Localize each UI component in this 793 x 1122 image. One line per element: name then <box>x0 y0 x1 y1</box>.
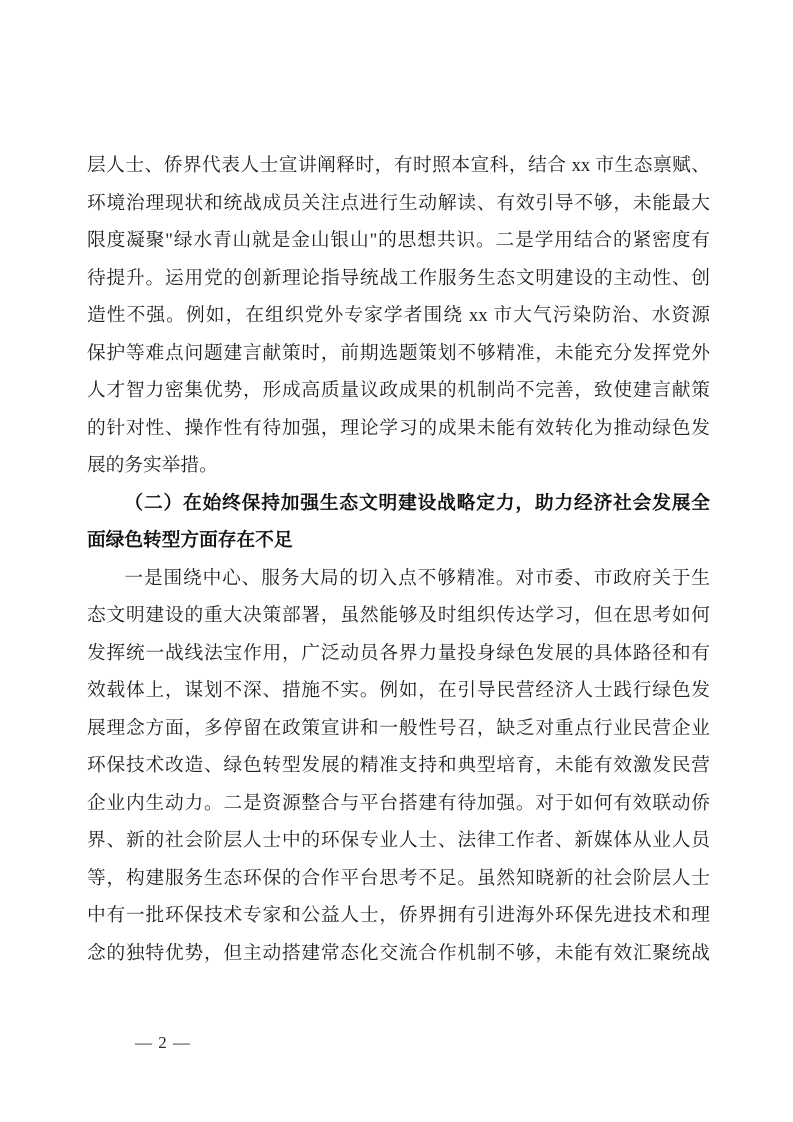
text-line: 企业内生动力。二是资源整合与平台搭建有待加强。对于如何有效联动侨 <box>87 792 710 814</box>
text-line: 待提升。运用党的创新理论指导统战工作服务生态文明建设的主动性、创 <box>87 267 710 289</box>
page-footer <box>135 1030 191 1056</box>
text-line: （二）在始终保持加强生态文明建设战略定力，助力经济社会发展全 <box>124 492 710 514</box>
text-line: 一是围绕中心、服务大局的切入点不够精准。对市委、市政府关于生 <box>124 567 710 589</box>
text-line: 层人士、侨界代表人士宣讲阐释时，有时照本宣科，结合 xx 市生态禀赋、 <box>87 155 710 176</box>
text-line: 环境治理现状和统战成员关注点进行生动解读、有效引导不够，未能最大 <box>87 192 710 214</box>
text-line: 保护等难点问题建言献策时，前期选题策划不够精准，未能充分发挥党外 <box>87 342 710 364</box>
text-line: 造性不强。例如，在组织党外专家学者围绕 xx 市大气污染防治、水资源 <box>87 305 710 326</box>
paragraph-section-2-body <box>87 560 710 973</box>
text-line: 限度凝聚"绿水青山就是金山银山"的思想共识。二是学用结合的紧密度有 <box>87 230 710 251</box>
text-line: 人才智力密集优势，形成高质量议政成果的机制尚不完善，致使建言献策 <box>87 380 710 401</box>
text-line: 态文明建设的重大决策部署，虽然能够及时组织传达学习，但在思考如何 <box>87 605 710 626</box>
text-line: 中有一批环保技术专家和公益人士，侨界拥有引进海外环保先进技术和理 <box>87 905 710 926</box>
text-line: 效载体上，谋划不深、措施不实。例如，在引导民营经济人士践行绿色发 <box>87 680 710 701</box>
paragraph-continuation-section-1 <box>87 147 710 485</box>
text-line: 念的独特优势，但主动搭建常态化交流合作机制不够，未能有效汇聚统战 <box>87 942 710 964</box>
text-line: 面绿色转型方面存在不足 <box>87 530 293 551</box>
text-line: 的针对性、操作性有待加强，理论学习的成果未能有效转化为推动绿色发 <box>87 417 710 439</box>
text-line: 发挥统一战线法宝作用，广泛动员各界力量投身绿色发展的具体路径和有 <box>87 642 710 664</box>
document-body <box>87 147 710 972</box>
text-line: 界、新的社会阶层人士中的环保专业人士、法律工作者、新媒体从业人员 <box>87 830 710 851</box>
text-line: 展理念方面，多停留在政策宣讲和一般性号召，缺乏对重点行业民营企业 <box>87 717 710 739</box>
page-number: — 2 — <box>135 1033 191 1052</box>
text-line: 环保技术改造、绿色转型发展的精准支持和典型培育，未能有效激发民营 <box>87 755 710 776</box>
text-line: 展的务实举措。 <box>87 455 218 476</box>
heading-section-2 <box>87 485 710 560</box>
text-line: 等，构建服务生态环保的合作平台思考不足。虽然知晓新的社会阶层人士 <box>87 867 710 889</box>
